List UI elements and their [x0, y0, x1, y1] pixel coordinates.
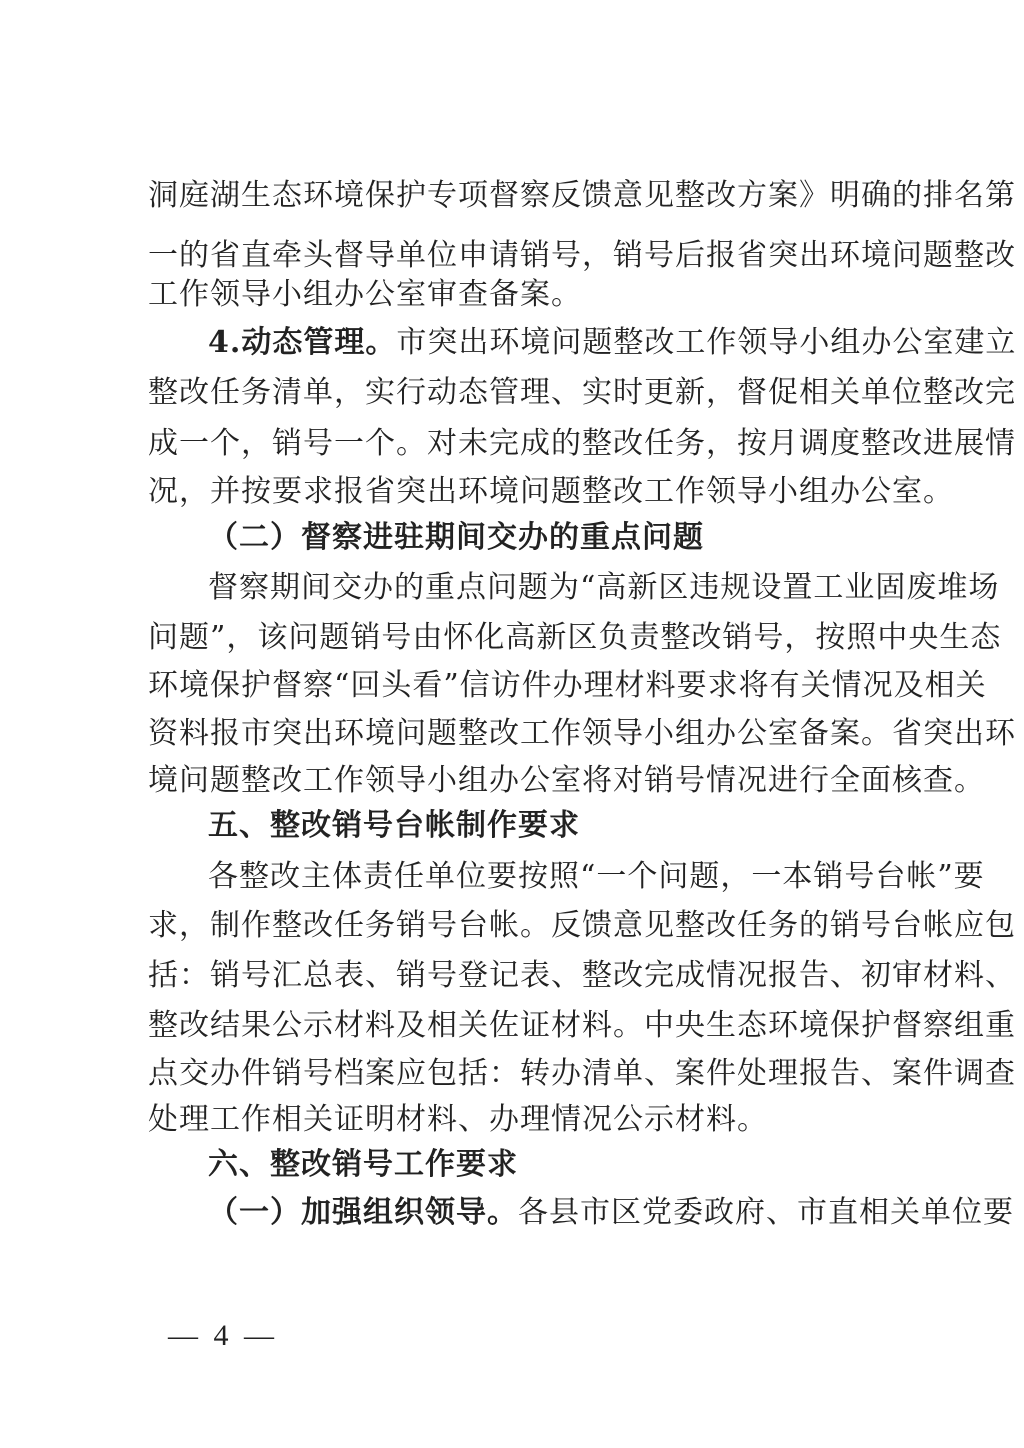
- paragraph-item-4: [208, 323, 1017, 363]
- body-text-line: 求，制作整改任务销号台帐。反馈意见整改任务的销号台帐应包: [148, 908, 1016, 943]
- body-text-line: 洞庭湖生态环境保护专项督察反馈意见整改方案》明确的排名第: [148, 178, 1016, 213]
- item-6-1-label: （一）加强组织领导。: [208, 1195, 518, 1230]
- body-text-line: 整改结果公示材料及相关佐证材料。中央生态环境保护督察组重: [148, 1008, 1016, 1043]
- body-text-line: 资料报市突出环境问题整改工作领导小组办公室备案。省突出环: [148, 716, 1016, 751]
- body-text-line: 环境保护督察“回头看”信访件办理材料要求将有关情况及相关: [148, 668, 987, 703]
- section-heading-5: 五、整改销号台帐制作要求: [208, 808, 580, 843]
- body-text-line: 整改任务清单，实行动态管理、实时更新，督促相关单位整改完: [148, 375, 1016, 410]
- body-text-line: 成一个，销号一个。对未完成的整改任务，按月调度整改进展情: [148, 426, 1016, 461]
- body-text-line: 工作领导小组办公室审查备案。: [148, 277, 582, 312]
- page-number: — 4 —: [168, 1319, 278, 1352]
- body-text-line: 点交办件销号档案应包括：转办清单、案件处理报告、案件调查: [148, 1056, 1016, 1091]
- body-text-line: 问题”，该问题销号由怀化高新区负责整改销号，按照中央生态: [148, 620, 1002, 655]
- item-6-1-text: 各县市区党委政府、市直相关单位要: [518, 1195, 1014, 1230]
- item-4-text: 市突出环境问题整改工作领导小组办公室建立: [396, 325, 1017, 360]
- body-text-line: 一的省直牵头督导单位申请销号，销号后报省突出环境问题整改: [148, 238, 1016, 273]
- item-4-label: 4.动态管理。: [208, 325, 397, 360]
- body-text-line: 括：销号汇总表、销号登记表、整改完成情况报告、初审材料、: [148, 958, 1016, 993]
- body-text-line: 况，并按要求报省突出环境问题整改工作领导小组办公室。: [148, 474, 954, 509]
- body-text-line: 督察期间交办的重点问题为“高新区违规设置工业固废堆场: [208, 570, 1000, 605]
- body-text-line: 境问题整改工作领导小组办公室将对销号情况进行全面核查。: [148, 763, 985, 798]
- paragraph-6-1: [208, 1193, 1014, 1233]
- section-heading-6: 六、整改销号工作要求: [208, 1147, 518, 1182]
- body-text-line: 各整改主体责任单位要按照“一个问题，一本销号台帐”要: [208, 859, 985, 894]
- subheading-2: （二）督察进驻期间交办的重点问题: [208, 520, 704, 555]
- body-text-line: 处理工作相关证明材料、办理情况公示材料。: [148, 1102, 768, 1137]
